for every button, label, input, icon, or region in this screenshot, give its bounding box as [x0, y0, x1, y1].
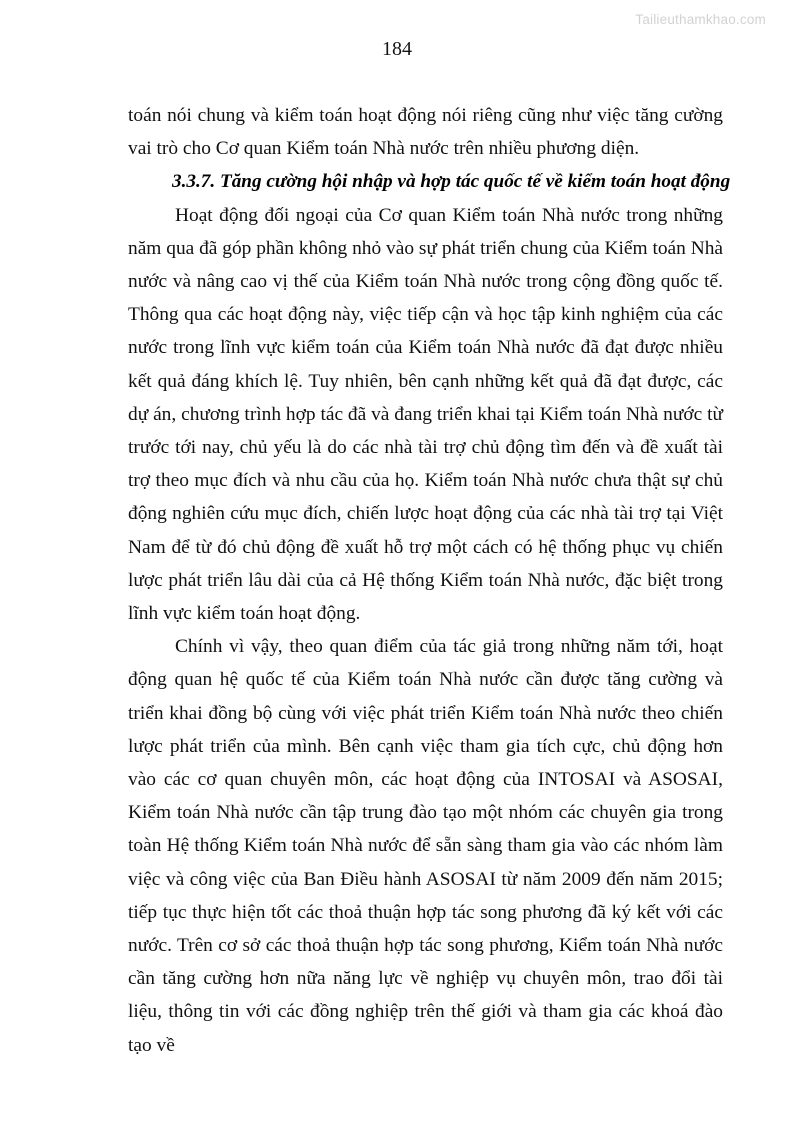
watermark-text: Tailieuthamkhao.com [635, 12, 766, 27]
paragraph-continuation: toán nói chung và kiểm toán hoạt động nói riêng cũng như việc tăng cường vai trò cho Cơ quan Kiểm toán Nhà nước trên nhiều phương diện. [128, 105, 723, 160]
paragraph-author-viewpoint: Chính vì vậy, theo quan điểm của tác giả trong những năm tới, hoạt động quan hệ quốc tế của Kiểm toán Nhà nước cần được tăng cường và triển khai đồng bộ cùng với việc phát triển Kiểm toán Nhà nước theo chiến lược phát triển của mình. Bên cạnh việc tham gia tích cực, chủ động hơn vào các cơ quan chuyên môn, các hoạt động của INTOSAI và ASOSAI, Kiểm toán Nhà nước cần tập trung đào tạo một nhóm các chuyên gia trong toàn Hệ thống Kiểm toán Nhà nước để sẵn sàng tham gia vào các nhóm làm việc và công việc của Ban Điều hành ASOSAI từ năm 2009 đến năm 2015; tiếp tục thực hiện tốt các thoả thuận hợp tác song phương đã ký kết với các nước. Trên cơ sở các thoả thuận hợp tác song phương, Kiểm toán Nhà nước cần tăng cường hơn nữa năng lực về nghiệp vụ chuyên môn, trao đổi tài liệu, thông tin với các đồng nghiệp trên thế giới và tham gia các khoá đào tạo về [128, 636, 723, 1056]
paragraph-foreign-relations: Hoạt động đối ngoại của Cơ quan Kiểm toán Nhà nước trong những năm qua đã góp phần không nhỏ vào sự phát triển chung của Kiểm toán Nhà nước và nâng cao vị thế của Kiểm toán Nhà nước trong cộng đồng quốc tế. Thông qua các hoạt động này, việc tiếp cận và học tập kinh nghiệm của các nước trong lĩnh vực kiểm toán của Kiểm toán Nhà nước đã đạt được nhiều kết quả đáng khích lệ. Tuy nhiên, bên cạnh những kết quả đã đạt được, các dự án, chương trình hợp tác đã và đang triển khai tại Kiểm toán Nhà nước từ trước tới nay, chủ yếu là do các nhà tài trợ chủ động tìm đến và đề xuất tài trợ theo mục đích và nhu cầu của họ. Kiểm toán Nhà nước chưa thật sự chủ động nghiên cứu mục đích, chiến lược hoạt động của các nhà tài trợ tại Việt Nam để từ đó chủ động đề xuất hỗ trợ một cách có hệ thống phục vụ chiến lược phát triển lâu dài của cả Hệ thống Kiểm toán Nhà nước, đặc biệt trong lĩnh vực kiểm toán hoạt động. [128, 204, 723, 625]
section-heading-3-3-7: 3.3.7. Tăng cường hội nhập và hợp tác quốc tế về kiểm toán hoạt động [172, 171, 731, 193]
page-body [128, 99, 731, 1062]
page-number: 184 [382, 38, 412, 60]
